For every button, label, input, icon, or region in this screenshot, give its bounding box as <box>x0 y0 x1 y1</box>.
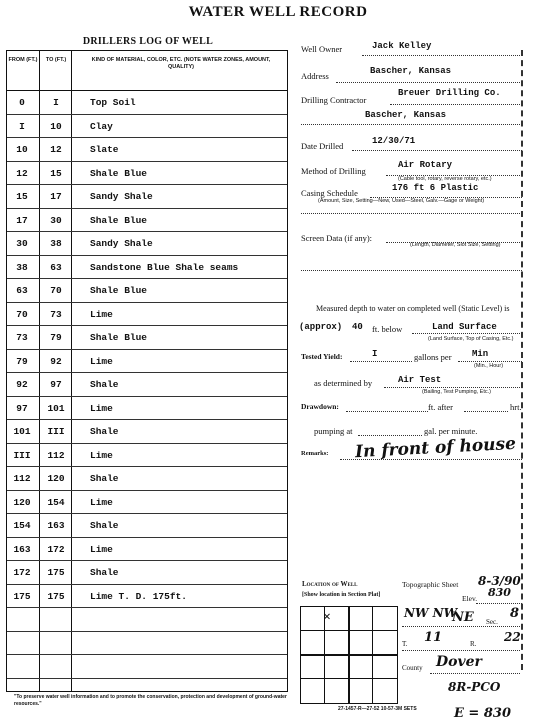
log-from: 70 <box>16 308 28 320</box>
footer-note: "To preserve water well information and to promote the conservation, protection and development of ground-water resources." <box>14 694 287 707</box>
log-from: 38 <box>16 261 28 273</box>
county-label: County <box>402 664 423 672</box>
drawdown-hrt: hrt. <box>510 402 522 412</box>
log-material: Slate <box>90 144 119 155</box>
log-to: 63 <box>50 261 62 273</box>
measured-depth-approx: (approx) <box>299 322 343 332</box>
log-to: 15 <box>50 167 62 179</box>
yield-line <box>350 361 412 362</box>
quarter2-value: NE <box>452 610 474 625</box>
measured-depth-label: Measured depth to water on completed well (Static Level) is <box>316 304 510 313</box>
well-owner-line <box>362 55 522 56</box>
log-to: 175 <box>47 567 65 578</box>
log-to: III <box>47 426 65 437</box>
log-to: 73 <box>50 308 62 320</box>
elev-label: Elev. <box>462 594 478 603</box>
log-material: Clay <box>90 120 113 132</box>
date-drilled-value: 12/30/71 <box>372 136 416 146</box>
quarter-value: NW NW <box>404 606 458 620</box>
elev-line <box>476 603 522 604</box>
log-from: 175 <box>13 590 31 602</box>
log-material: Shale Blue <box>90 167 148 179</box>
log-from: 112 <box>13 473 31 484</box>
log-row <box>7 138 287 162</box>
method-label: Method of Drilling <box>301 166 366 176</box>
log-from: 79 <box>16 355 28 367</box>
log-from: 0 <box>19 97 25 108</box>
log-material: Lime T. D. 175ft. <box>90 590 187 602</box>
log-title: DRILLERS LOG OF WELL <box>82 36 214 47</box>
determined-line <box>384 387 522 388</box>
drilling-contractor-label: Drilling Contractor <box>301 95 367 105</box>
contractor-line-2 <box>301 124 522 125</box>
t-value: 11 <box>424 630 443 645</box>
log-to: 163 <box>47 520 65 531</box>
pumping-unit: gal. per minute. <box>424 426 478 436</box>
log-to: 38 <box>50 238 62 249</box>
log-material: Lime <box>90 355 113 367</box>
log-header <box>7 51 287 91</box>
log-material: Shale Blue <box>90 285 148 296</box>
county-value: Dover <box>436 654 482 670</box>
log-from: 73 <box>16 332 28 343</box>
t-label: T. <box>402 640 408 648</box>
tested-yield-unit: Min <box>472 349 489 359</box>
tested-yield-label: Tested Yield: <box>301 352 343 361</box>
log-from: 30 <box>16 238 28 249</box>
remarks-value: In front of house <box>354 433 517 463</box>
log-material: Shale <box>90 379 119 390</box>
log-material: Sandy Shale <box>90 238 153 249</box>
measured-depth-hint: (Land Surface, Top of Casing, Etc.) <box>428 336 514 342</box>
log-from: 12 <box>16 167 28 179</box>
log-row <box>7 279 287 303</box>
log-row <box>7 444 287 468</box>
tested-yield-gallons-per: gallons per <box>414 352 452 362</box>
stamp-text-2: E = 830 <box>454 706 511 721</box>
log-row <box>7 373 287 397</box>
address-line <box>336 82 522 83</box>
log-row <box>7 655 287 679</box>
log-from: 63 <box>16 285 28 296</box>
header-from: FROM (FT.) <box>8 57 38 63</box>
log-material: Lime <box>90 496 113 508</box>
method-value: Air Rotary <box>398 160 453 170</box>
sec-label: Sec. <box>486 618 498 626</box>
log-from: 101 <box>13 426 31 437</box>
elev-value: 830 <box>488 586 511 599</box>
r-label: R. <box>470 640 477 648</box>
log-row <box>7 91 287 115</box>
log-to: 92 <box>50 355 62 367</box>
drilling-contractor-value: Breuer Drilling Co. <box>398 88 501 98</box>
log-to: 112 <box>47 449 65 461</box>
tested-yield-hint: (Min., Hour) <box>474 363 504 369</box>
address-value: Bascher, Kansas <box>370 66 452 76</box>
log-material: Shale <box>90 567 119 578</box>
sec-line <box>402 626 520 627</box>
casing-line-2 <box>301 213 522 214</box>
log-row <box>7 162 287 186</box>
log-row <box>7 115 287 139</box>
screen-hint: (Length, Diameter, Slot Size, Setting) <box>410 242 501 248</box>
drawdown-ft-after: ft. after <box>428 402 454 412</box>
log-material: Shale <box>90 520 119 531</box>
footer-form-number: 27-1457-R—27-52 10-57-3M SETS <box>338 706 417 712</box>
drawdown-line <box>346 411 428 412</box>
casing-hint: (Amount, Size, Setting—New, Used—Steel, Galv.—Gage or Weight) <box>318 198 485 204</box>
log-material: Lime <box>90 543 113 555</box>
tr-line <box>402 650 520 651</box>
drillers-log-table <box>6 50 288 692</box>
log-to: 154 <box>47 496 65 508</box>
log-from: 97 <box>16 402 28 414</box>
log-from: 154 <box>13 520 31 531</box>
contractor-line <box>390 104 522 105</box>
pumping-label: pumping at <box>314 426 353 436</box>
log-row <box>7 608 287 632</box>
plat-line <box>301 630 397 631</box>
address-label: Address <box>301 71 329 81</box>
drawdown-label: Drawdown: <box>301 402 339 411</box>
measured-depth-ft-below: ft. below <box>372 324 403 334</box>
plat-line <box>301 678 397 679</box>
determined-by-value: Air Test <box>398 375 442 385</box>
casing-value: 176 ft 6 Plastic <box>392 183 479 193</box>
log-row <box>7 256 287 280</box>
drilling-contractor-address: Bascher, Kansas <box>365 110 447 120</box>
topographic-label: Topographic Sheet <box>402 580 459 589</box>
log-row <box>7 326 287 350</box>
log-row <box>7 632 287 656</box>
screen-label: Screen Data (if any): <box>301 233 373 243</box>
log-row <box>7 491 287 515</box>
log-from: III <box>13 449 31 461</box>
log-from: 92 <box>16 379 28 390</box>
log-material: Lime <box>90 308 113 320</box>
log-from: 17 <box>16 214 28 226</box>
log-to: 101 <box>47 402 65 414</box>
log-from: 15 <box>16 191 28 202</box>
location-title: Location of Well <box>302 580 358 588</box>
document-title: WATER WELL RECORD <box>188 4 368 20</box>
tested-yield-value: I <box>372 349 378 359</box>
log-material: Shale Blue <box>90 332 148 343</box>
log-to: 175 <box>47 590 65 602</box>
log-row <box>7 209 287 233</box>
log-to: 120 <box>47 473 65 484</box>
r-value: 22 <box>504 630 521 644</box>
method-hint: (Cable tool, rotary, reverse rotary, etc.) <box>398 176 492 182</box>
log-material: Top Soil <box>90 97 136 108</box>
log-row <box>7 185 287 209</box>
fold-line <box>521 50 523 670</box>
determined-by-hint: (Bailing, Test Pumping, Etc.) <box>422 389 491 395</box>
log-material: Shale <box>90 473 119 484</box>
log-from: 172 <box>13 567 31 578</box>
log-to: 10 <box>50 120 62 132</box>
log-from: 120 <box>13 496 31 508</box>
log-to: I <box>53 97 59 108</box>
log-to: 79 <box>50 332 62 343</box>
pumping-line <box>358 435 422 436</box>
log-from: 10 <box>16 144 28 155</box>
log-row <box>7 303 287 327</box>
log-to: 12 <box>50 144 62 155</box>
casing-label: Casing Schedule <box>301 188 358 198</box>
county-line <box>430 673 520 674</box>
well-location-mark: × <box>323 610 331 625</box>
log-row <box>7 420 287 444</box>
log-row <box>7 232 287 256</box>
log-to: 172 <box>47 543 65 555</box>
determined-by-label: as determined by <box>314 378 373 388</box>
stamp-text: 8R-PCO <box>448 680 501 694</box>
log-material: Lime <box>90 402 113 414</box>
log-material: Sandstone Blue Shale seams <box>90 261 239 273</box>
drawdown-after-line <box>464 411 508 412</box>
date-drilled-label: Date Drilled <box>301 141 344 151</box>
log-to: 97 <box>50 379 62 390</box>
log-row <box>7 514 287 538</box>
location-subtitle: [Show location in Section Plat] <box>302 592 381 598</box>
remarks-label: Remarks: <box>301 450 329 457</box>
sec-value: 8 <box>510 606 520 621</box>
log-material: Shale Blue <box>90 214 148 226</box>
log-row <box>7 350 287 374</box>
screen-line-2 <box>301 270 522 271</box>
log-from: 163 <box>13 543 31 555</box>
header-material: KIND OF MATERIAL, COLOR, ETC. (NOTE WATER ZONES, AMOUNT, QUALITY) <box>91 57 271 70</box>
yield-unit-line <box>458 361 522 362</box>
measured-depth-reference: Land Surface <box>432 322 497 332</box>
log-row <box>7 538 287 562</box>
log-to: 17 <box>50 191 62 202</box>
measured-depth-value: 40 <box>352 322 363 332</box>
log-row <box>7 467 287 491</box>
section-plat <box>300 606 398 704</box>
log-from: I <box>19 120 25 132</box>
topographic-value: 8-3/90 <box>478 574 521 588</box>
log-material: Sandy Shale <box>90 191 153 202</box>
log-row <box>7 397 287 421</box>
well-owner-label: Well Owner <box>301 44 343 54</box>
log-row <box>7 585 287 609</box>
well-owner-value: Jack Kelley <box>372 41 432 51</box>
log-material: Lime <box>90 449 113 461</box>
log-material: Shale <box>90 426 119 437</box>
date-line <box>352 150 522 151</box>
header-to: TO (FT.) <box>45 57 67 63</box>
log-to: 70 <box>50 285 62 296</box>
log-to: 30 <box>50 214 62 226</box>
plat-line <box>301 654 397 656</box>
log-row <box>7 561 287 585</box>
measured-line <box>412 333 522 334</box>
